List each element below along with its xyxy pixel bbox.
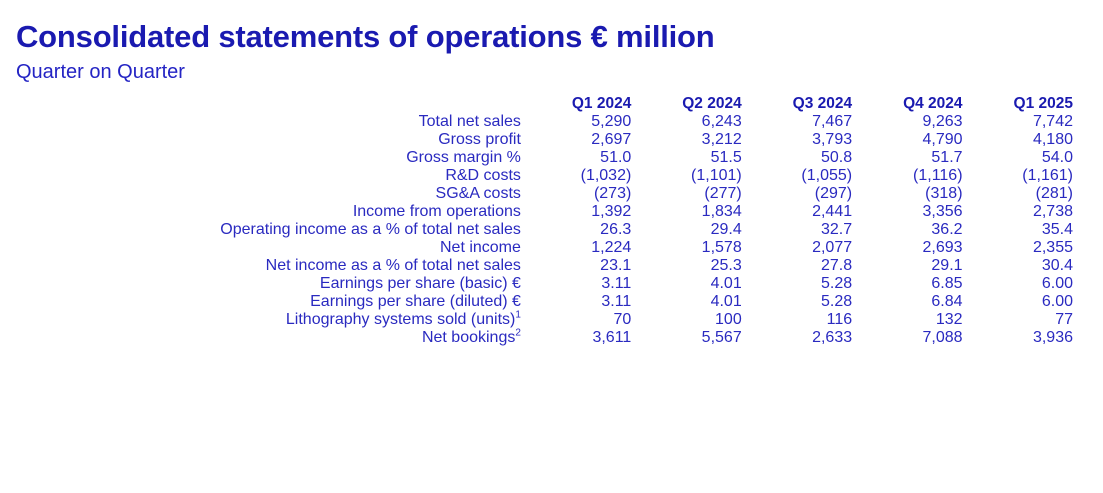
row-label-text: Net bookings [421,328,516,346]
row-value: 30.4 [1041,256,1073,274]
row-label [14,113,521,131]
row-value: 7,742 [1032,112,1073,130]
row-value: 1,834 [701,202,742,220]
row-label [14,203,521,221]
row-value: 5,290 [591,112,632,130]
row-value: 7,467 [812,112,853,130]
table-row [14,311,1073,329]
row-label [14,167,521,185]
row-value: 2,693 [922,238,963,256]
row-label [14,329,521,347]
row-value: 2,441 [812,202,853,220]
row-label-text: R&D costs [445,166,521,184]
row-value: 3.11 [601,274,632,292]
table-row [14,149,1073,167]
row-value: 100 [715,310,742,328]
row-label [14,239,521,257]
row-value: 23.1 [600,256,632,274]
row-value: 51.5 [710,148,742,166]
row-value: 3.11 [601,292,632,310]
row-value: 1,578 [701,238,742,256]
page-subtitle: Quarter on Quarter [16,60,185,83]
row-value: (297) [814,184,853,202]
row-value: 4.01 [710,292,742,310]
row-value: 77 [1055,310,1073,328]
column-header-q1-2025: Q1 2025 [1013,94,1073,112]
table-row [14,275,1073,293]
table-row [14,113,1073,131]
row-value: 29.1 [931,256,963,274]
row-value: 36.2 [931,220,963,238]
row-value: 3,793 [812,130,853,148]
row-value: (281) [1035,184,1073,202]
row-value: (1,116) [913,166,963,184]
table-row [14,329,1073,347]
footnote-marker: 1 [515,309,521,321]
row-value: 32.7 [820,220,853,238]
row-label [14,293,521,311]
row-value: 3,611 [592,328,632,346]
row-value: 35.4 [1041,220,1073,238]
row-label-text: Earnings per share (diluted) € [310,292,521,310]
row-value: 5,567 [701,328,742,346]
row-label [14,257,521,275]
row-value: 9,263 [922,112,963,130]
row-value: 132 [935,310,963,328]
row-label-text: SG&A costs [435,184,521,202]
row-value: (1,161) [1022,166,1073,184]
row-label [14,185,521,203]
row-value: (277) [704,184,742,202]
row-value: 3,212 [701,130,742,148]
footnote-marker: 2 [515,327,521,339]
row-value: 1,224 [591,238,632,256]
row-value: 6.84 [931,292,963,310]
row-value: 26.3 [600,220,632,238]
column-header-q1-2024: Q1 2024 [571,94,632,112]
row-value: 3,936 [1032,328,1073,346]
row-value: 51.0 [600,148,632,166]
table-body [14,113,1073,347]
row-value: 51.7 [931,148,963,166]
row-value: 2,355 [1032,238,1073,256]
row-label-text: Operating income as a % of total net sales [220,220,521,238]
table-row [14,185,1073,203]
row-label [14,149,521,167]
row-value: 25.3 [710,256,742,274]
table-row [14,257,1073,275]
row-value: 116 [826,310,853,328]
table-header-row [14,95,1073,113]
row-value: 1,392 [591,202,632,220]
row-value: 7,088 [922,328,963,346]
row-value: 2,077 [812,238,853,256]
row-value: (1,101) [691,166,742,184]
row-value: 6.85 [931,274,963,292]
page-title: Consolidated statements of operations € million [16,19,715,54]
row-value: 3,356 [922,202,963,220]
table-row [14,167,1073,185]
row-value: 6.00 [1041,292,1073,310]
row-value: 2,697 [591,130,632,148]
row-label-text: Lithography systems sold (units) [285,310,516,328]
financial-table [14,95,1073,347]
row-label-text: Gross margin % [406,148,521,166]
row-value: 5.28 [820,292,853,310]
row-label-text: Gross profit [438,130,521,148]
table-row [14,239,1073,257]
table-row [14,203,1073,221]
column-header-label [14,95,521,113]
column-header-q2-2024: Q2 2024 [682,94,742,112]
row-value: 29.4 [710,220,742,238]
row-value: 2,633 [812,328,853,346]
row-label [14,311,521,329]
row-label [14,275,521,293]
row-value: 4.01 [710,274,742,292]
row-value: (273) [593,184,632,202]
row-label-text: Net income as a % of total net sales [265,256,521,274]
row-value: 27.8 [820,256,853,274]
row-value: 54.0 [1041,148,1073,166]
row-label-text: Total net sales [418,112,521,130]
table-row [14,293,1073,311]
row-value: 70 [613,310,632,328]
row-value: 6,243 [701,112,742,130]
row-value: 2,738 [1032,202,1073,220]
table-row [14,131,1073,149]
row-label-text: Earnings per share (basic) € [319,274,521,292]
row-value: (1,055) [801,166,853,184]
row-label-text: Net income [439,238,521,256]
column-header-q3-2024: Q3 2024 [792,94,853,112]
row-label [14,221,521,239]
table-row [14,221,1073,239]
row-label-text: Income from operations [352,202,521,220]
row-value: 50.8 [820,148,853,166]
row-value: 4,790 [922,130,963,148]
row-value: (1,032) [580,166,632,184]
row-value: 4,180 [1032,130,1073,148]
row-value: 5.28 [820,274,853,292]
row-label [14,131,521,149]
row-value: (318) [925,184,963,202]
column-header-q4-2024: Q4 2024 [903,94,963,112]
row-value: 6.00 [1041,274,1073,292]
